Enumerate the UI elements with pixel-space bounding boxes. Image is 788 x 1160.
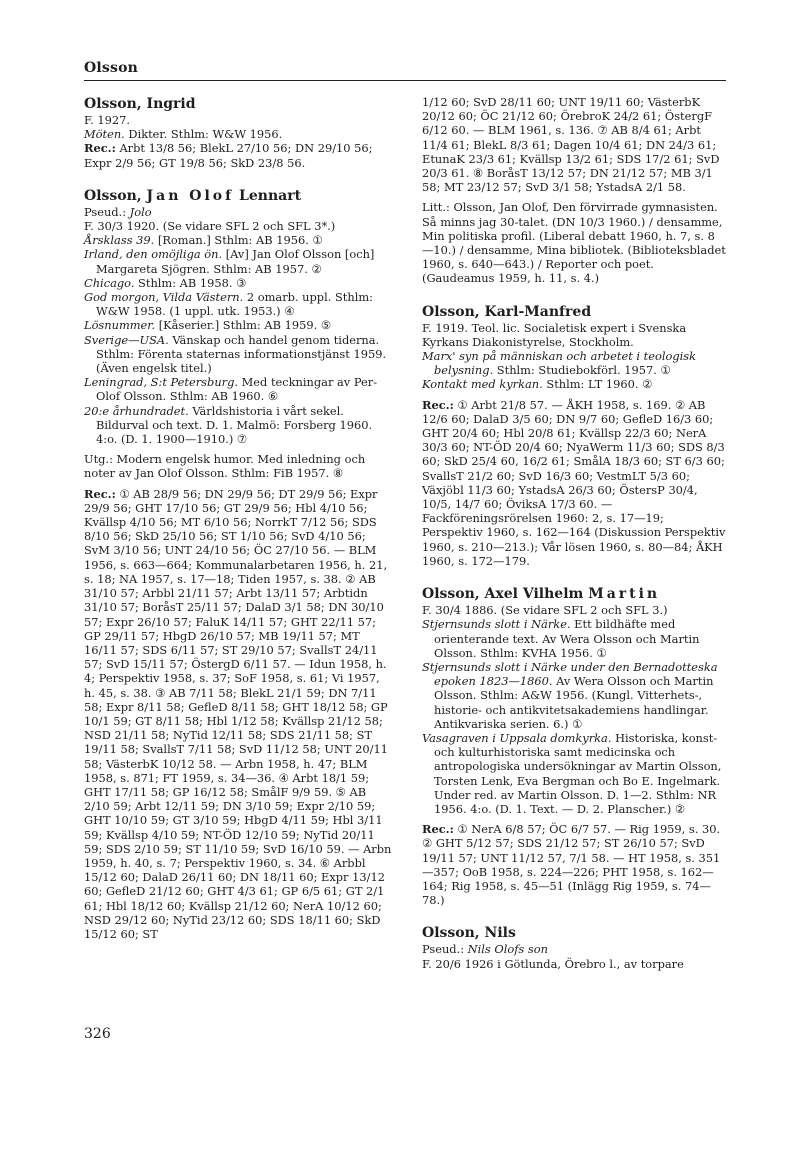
work-item (84, 375, 394, 403)
work-title: Stjernsunds slott i Närke under den Bernadotteska epoken 1823—1860. (422, 659, 718, 689)
pseudonym-label: Pseud.: (84, 204, 130, 219)
work-title: Möten. (84, 127, 125, 142)
entry-olsson-karl-manfred (422, 303, 726, 568)
entry-olsson-nils (422, 924, 726, 970)
reviews-label: Rec.: (84, 141, 116, 156)
entry-bio: F. 1919. Teol. lic. Socialetisk expert i Svenska Kyrkans Diakonistyrelse, Stockholm. (422, 320, 687, 349)
work-item (422, 731, 726, 816)
entry-olsson-ingrid (84, 95, 394, 170)
work-item (84, 290, 394, 318)
work-details: Vänskap och handel genom tiderna. Sthlm: Förenta staternas informationstjänst 1959. (Även engelsk titel.) (96, 332, 387, 376)
entry-heading: Olsson, Nils (422, 925, 516, 942)
pseudonym-label: Pseud.: (422, 942, 468, 957)
reviews-continued: 1/12 60; SvD 28/11 60; UNT 19/11 60; VästerbK 20/12 60; ÖC 21/12 60; ÖrebroK 24/2 61; ÖstergF 6/12 60. — BLM 1961, s. 136. ⑦ AB 8/4 61; Arbt 11/4 61; BlekL 8/3 61; Dagen 10/4 61; DN 24/3 61; EtunaK 23/3 61; Kvällsp 13/2 61; SDS 17/2 61; SvD 20/3 61. ⑧ BoråsT 13/12 57; DN 21/12 57; MB 3/1 58; MT 23/12 57; SvD 3/1 58; YstadsA 2/1 58. (422, 95, 720, 195)
header-rule (84, 80, 726, 81)
pseudonym (422, 942, 726, 956)
work-title: Marx' syn på människan och arbetet i teologisk belysning. (422, 349, 697, 378)
reviews (84, 487, 394, 942)
pseudonym-name: Nils Olofs son (467, 942, 548, 957)
work-details: Sthlm: Studiebokförl. 1957. ① (493, 363, 671, 378)
reviews-text: Arbt 13/8 56; BlekL 27/10 56; DN 29/10 56; Expr 2/9 56; GT 19/8 56; SkD 23/8 56. (84, 141, 373, 170)
work-title: Sverige—USA. (84, 332, 169, 347)
work-title: God morgon, Vilda Västern. (84, 290, 244, 305)
work-item (422, 377, 726, 391)
work-item (84, 276, 394, 290)
work-item (84, 247, 394, 275)
reviews-text: ① Arbt 21/8 57. — ÅKH 1958, s. 169. ② AB 12/6 60; DalaD 3/5 60; DN 9/7 60; GefleD 16/3 60; GHT 20/4 60; Hbl 20/8 61; Kvällsp 22/3 60; NerA 30/3 60; NT-ÖD 20/4 60; NyaWerm 11/3 60; SDS 8/3 60; SkD 25/4 60, 16/2 61; SmålA 18/3 60; ST 6/3 60; SvallsT 21/2 60; SvD 16/3 60; VestmLT 5/3 60; Växjöbl 11/3 60; YstadsA 26/3 60; ÖstersP 30/4, 10/5, 14/7 60; ÖviksA 17/3 60. — Fackföreningsrörelsen 1960: 2, s. 17—19; Perspektiv 1960, s. 162—164 (Diskussion Perspektiv 1960, s. 210—213.); Vår lösen 1960, s. 80—84; ÅKH 1960, s. 172—179. (422, 397, 726, 568)
entry-continuation (422, 95, 726, 286)
work-item (84, 318, 394, 332)
work-item (84, 233, 394, 247)
work-details: 2 omarb. uppl. Sthlm: W&W 1958. (1 uppl. utk. 1953.) ④ (96, 290, 373, 319)
entry-heading: Olsson, Karl-Manfred (422, 303, 592, 320)
work-details: [Av] Jan Olof Olsson [och] Margareta Sjögren. Sthlm: AB 1957. ② (96, 247, 375, 276)
heading-part: Olsson, (84, 187, 147, 204)
work-title: Stjernsunds slott i Närke. (422, 617, 571, 632)
heading-part: Olsson, Axel Vilhelm (422, 586, 589, 603)
work-details: Med teckningar av Per-Olof Olsson. Sthlm: AB 1960. ⑥ (96, 375, 378, 404)
reviews-label: Rec.: (422, 822, 454, 837)
work-item (84, 333, 394, 376)
entry-bio: F. 20/6 1926 i Götlunda, Örebro l., av torpare (422, 956, 684, 971)
entry-bio: F. 30/3 1920. (Se vidare SFL 2 och SFL 3*.) (84, 219, 336, 234)
entry-heading (422, 585, 726, 603)
work-details: Historiska, konst- och kulturhistoriska samt medicinska och antropologiska undersökningar av Martin Olsson, Torsten Lenk, Eva Bergman och Bo E. Ingelmark. Under red. av Martin Olsson. D. 1—2. Sthlm: NR 1956. 4:o. (D. 1. Text. — D. 2. Planscher.) ② (434, 730, 722, 816)
work-title: Kontakt med kyrkan. (422, 377, 543, 392)
work-item (422, 349, 726, 377)
entry-olsson-axel-martin (422, 585, 726, 907)
work-title: Vasagraven i Uppsala domkyrka. (422, 730, 612, 745)
entry-heading (84, 187, 394, 205)
heading-spaced-name: Jan Olof (146, 187, 235, 204)
reviews (422, 822, 726, 907)
reviews-label: Rec.: (84, 486, 116, 501)
work-details: Sthlm: AB 1958. ③ (134, 275, 247, 290)
entry-olsson-jan-olof (84, 187, 394, 941)
work-details: Dikter. Sthlm: W&W 1956. (124, 127, 283, 142)
reviews-text: ① AB 28/9 56; DN 29/9 56; DT 29/9 56; Expr 29/9 56; GHT 17/10 56; GT 29/9 56; Hbl 4/10 56; Kvällsp 4/10 56; MT 6/10 56; NorrkT 7/12 56; SDS 8/10 56; SkD 25/10 56; ST 1/10 56; SvD 4/10 56; SvM 3/10 56; UNT 24/10 56; ÖC 27/10 56. — BLM 1956, s. 663—664; Kommunalarbetaren 1956, h. 21, s. 18; NA 1957, s. 17—18; Tiden 1957, s. 38. ② AB 31/10 57; Arbbl 21/11 57; Arbt 13/11 57; Arbtidn 31/10 57; BoråsT 25/11 57; DalaD 3/1 58; DN 30/10 57; Expr 26/10 57; FaluK 14/11 57; GHT 22/11 57; GP 29/11 57; HbgD 26/10 57; MB 19/11 57; MT 16/11 57; SDS 6/11 57; ST 29/10 57; SvallsT 24/11 57; SvD 15/11 57; ÖstergD 6/11 57. — Idun 1958, h. 4; Perspektiv 1958, s. 37; SoF 1958, s. 61; Vi 1957, h. 45, s. 38. ③ AB 7/11 58; BlekL 21/1 59; DN 7/11 58; Expr 8/11 58; GefleD 8/11 58; GHT 18/12 58; GP 10/1 59; GT 8/11 58; Hbl 1/12 58; Kvällsp 21/12 58; NSD 21/11 58; NyTid 12/11 58; SDS 21/11 58; ST 19/11 58; SvallsT 7/11 58; SvD 11/12 58; UNT 20/11 58; VästerbK 10/12 58. — Arbn 1958, h. 47; BLM 1958, s. 871; FT 1959, s. 34—36. ④ Arbt 18/1 59; GHT 17/11 58; GP 16/12 58; SmålF 9/9 59. ⑤ AB 2/10 59; Arbt 12/11 59; DN 3/10 59; Expr 2/10 59; GHT 10/10 59; GT 3/10 59; HbgD 4/11 59; Hbl 3/11 59; Kvällsp 4/10 59; NT-ÖD 12/10 59; NyTid 20/11 59; SDS 2/10 59; ST 11/10 59; SvD 16/10 59. — Arbn 1959, h. 40, s. 7; Perspektiv 1960, s. 34. ⑥ Arbbl 15/12 60; DalaD 26/11 60; DN 18/11 60; Expr 13/12 60; GefleD 21/12 60; GHT 4/3 61; GP 6/5 61; GT 2/1 61; Hbl 18/12 60; Kvällsp 21/12 60; NerA 10/12 60; NSD 29/12 60; NyTid 23/12 60; SDS 18/11 60; SkD 15/12 60; ST (84, 486, 392, 941)
reviews-label: Rec.: (422, 397, 454, 412)
work-title: Leningrad, S:t Petersburg. (84, 375, 239, 390)
heading-part: Lennart (234, 187, 302, 204)
reviews (422, 398, 726, 568)
work-title: Årsklass 39. (84, 233, 155, 248)
work-details: [Roman.] Sthlm: AB 1956. ① (154, 233, 323, 248)
reviews-text: ① NerA 6/8 57; ÖC 6/7 57. — Rig 1959, s. 30. ② GHT 5/12 57; SDS 21/12 57; ST 26/10 57; SvD 19/11 57; UNT 11/12 57, 7/1 58. — HT 1958, s. 351—357; OoB 1958, s. 224—226; PHT 1958, s. 162—164; Rig 1958, s. 45—51 (Inlägg Rig 1959, s. 74—78.) (422, 822, 721, 908)
work-item (422, 660, 726, 731)
page-number: 326 (84, 1026, 111, 1042)
work-details: Ett bildhäfte med orienterande text. Av Wera Olsson och Martin Olsson. Sthlm: KVHA 1956. ① (434, 617, 700, 660)
running-head: Olsson (84, 60, 138, 76)
work-title: Irland, den omöjliga ön. (84, 247, 223, 262)
pseudonym (84, 205, 394, 219)
heading-spaced-name: Martin (588, 586, 661, 603)
entry-bio: F. 30/4 1886. (Se vidare SFL 2 och SFL 3.) (422, 603, 668, 618)
work-title: 20:e århundradet. (84, 403, 189, 418)
work-details: [Kåserier.] Sthlm: AB 1959. ⑤ (155, 318, 332, 333)
left-column (84, 95, 394, 958)
pseudonym-name: Jolo (129, 204, 152, 219)
edited-works: Utg.: Modern engelsk humor. Med inledning och noter av Jan Olof Olsson. Sthlm: FiB 1957. ⑧ (84, 452, 366, 481)
work-details: Sthlm: LT 1960. ② (542, 377, 653, 392)
entry-bio: F. 1927. (84, 113, 130, 127)
entry-heading: Olsson, Ingrid (84, 96, 196, 112)
literature: Litt.: Olsson, Jan Olof, Den förvirrade gymnasisten. Så minns jag 30-talet. (DN 10/3 1960.) / densamme, Min politiska profil. (Liberal debatt 1960, h. 7, s. 8—10.) / densamme, Mina bibliotek. (Biblioteksbladet 1960, s. 640—643.) / Reporter och poet. (Gaudeamus 1959, h. 11, s. 4.) (422, 200, 726, 286)
work-details: Av Wera Olsson och Martin Olsson. Sthlm: A&W 1956. (Kungl. Vitterhets-, historie- och antikvitetsakademiens handlingar. Antikvariska serien. 6.) ① (434, 674, 714, 731)
reviews (84, 141, 394, 169)
work-item (422, 617, 726, 660)
work-details: Världshistoria i vårt sekel. Bildurval och text. D. 1. Malmö: Forsberg 1960. 4:o. (D. 1. 1900—1910.) ⑦ (96, 403, 373, 447)
work-title: Chicago. (84, 275, 135, 290)
work-title: Lösnummer. (84, 318, 156, 333)
work-item (84, 404, 394, 447)
work-item (84, 127, 394, 141)
right-column (422, 95, 726, 988)
